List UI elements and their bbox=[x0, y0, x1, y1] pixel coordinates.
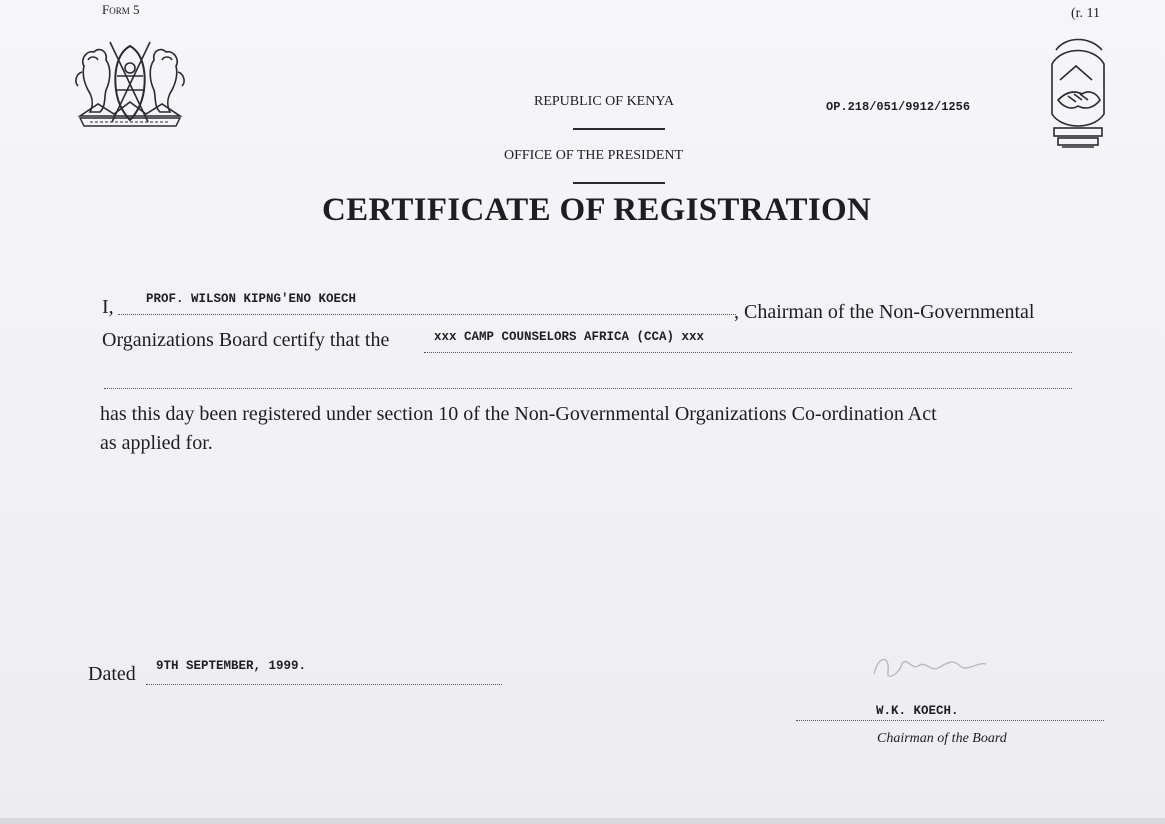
signature-dotted-line bbox=[796, 720, 1104, 721]
name-dotted-line bbox=[118, 314, 736, 315]
form-label: Form 5 bbox=[102, 2, 140, 17]
body-line1-suffix: , Chairman of the Non-Governmental bbox=[734, 301, 1035, 323]
organization-dotted-line bbox=[424, 352, 1072, 353]
country-heading: REPUBLIC OF KENYA bbox=[534, 94, 675, 109]
organization-name: xxx CAMP COUNSELORS AFRICA (CCA) xxx bbox=[434, 330, 705, 344]
ngo-board-logo-icon bbox=[1048, 30, 1108, 156]
body-prefix: I, bbox=[102, 296, 114, 318]
signatory-caption: Chairman of the Board bbox=[877, 731, 1007, 746]
continuation-dotted-line bbox=[104, 388, 1072, 389]
dated-label: Dated bbox=[88, 663, 136, 685]
signature-mark bbox=[868, 646, 998, 686]
body-line3: has this day been registered under section 10 of the Non-Governmental Organizations Co-ordination Act bbox=[100, 403, 937, 425]
header-divider bbox=[573, 128, 665, 130]
rule-reference: (r. 11 bbox=[1071, 6, 1101, 21]
date-dotted-line bbox=[146, 684, 502, 685]
signatory-name: W.K. KOECH. bbox=[876, 704, 959, 718]
header-divider bbox=[573, 182, 665, 184]
office-heading: OFFICE OF THE PRESIDENT bbox=[504, 148, 684, 163]
body-line4: as applied for. bbox=[100, 432, 213, 454]
body-line2-prefix: Organizations Board certify that the bbox=[102, 329, 390, 351]
coat-of-arms-icon bbox=[70, 24, 190, 130]
certificate-title: CERTIFICATE OF REGISTRATION bbox=[322, 192, 872, 228]
chairman-name: PROF. WILSON KIPNG'ENO KOECH bbox=[146, 292, 357, 306]
reference-number: OP.218/051/9912/1256 bbox=[826, 100, 971, 114]
dated-value: 9TH SEPTEMBER, 1999. bbox=[156, 659, 307, 673]
